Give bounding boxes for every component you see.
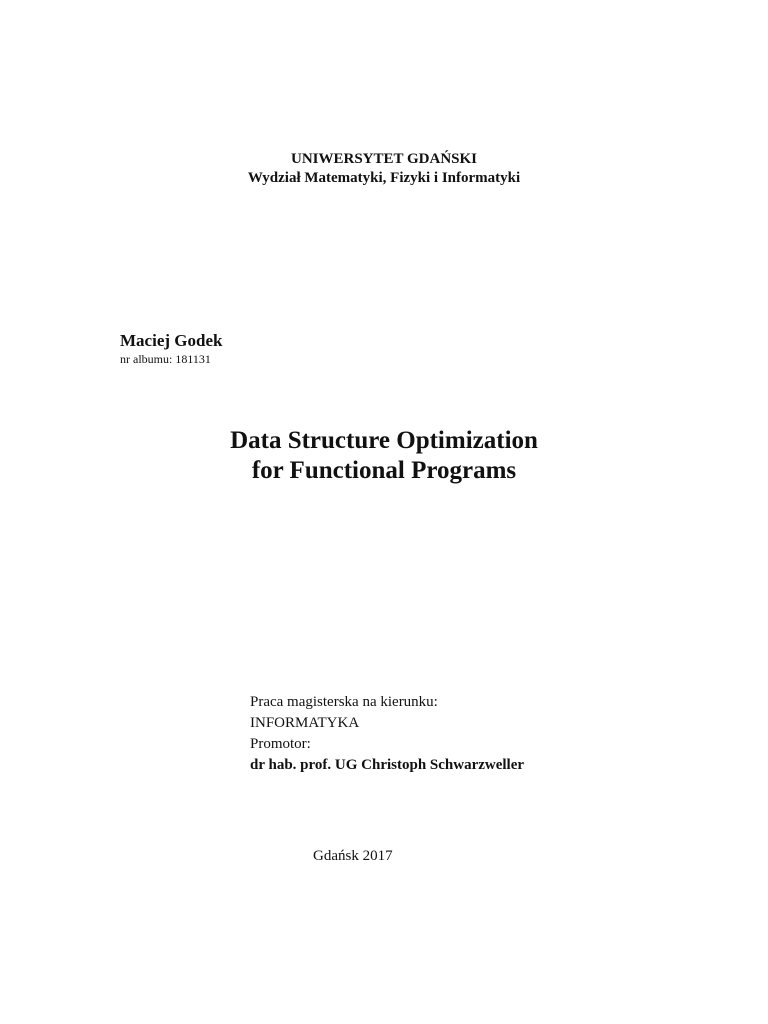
- thesis-title-line-2: for Functional Programs: [251, 457, 517, 484]
- album-number: nr albumu: 181131: [120, 352, 211, 366]
- thesis-type-label: Praca magisterska na kierunku:: [250, 694, 438, 710]
- thesis-title-line-1: Data Structure Optimization: [230, 427, 538, 454]
- faculty-name: Wydział Matematyki, Fizyki i Informatyki: [247, 170, 521, 186]
- thesis-info-block: [250, 692, 524, 776]
- promotor-label: Promotor:: [250, 736, 311, 752]
- thesis-title: [0, 426, 768, 486]
- author-name: Maciej Godek: [120, 331, 223, 350]
- place-and-date: Gdańsk 2017: [313, 848, 393, 864]
- author-block: [120, 331, 222, 367]
- promotor-name: dr hab. prof. UG Christoph Schwarzweller: [250, 757, 525, 773]
- university-header: [0, 150, 768, 188]
- field-of-study: INFORMATYKA: [250, 715, 360, 731]
- university-name: UNIWERSYTET GDAŃSKI: [290, 151, 478, 167]
